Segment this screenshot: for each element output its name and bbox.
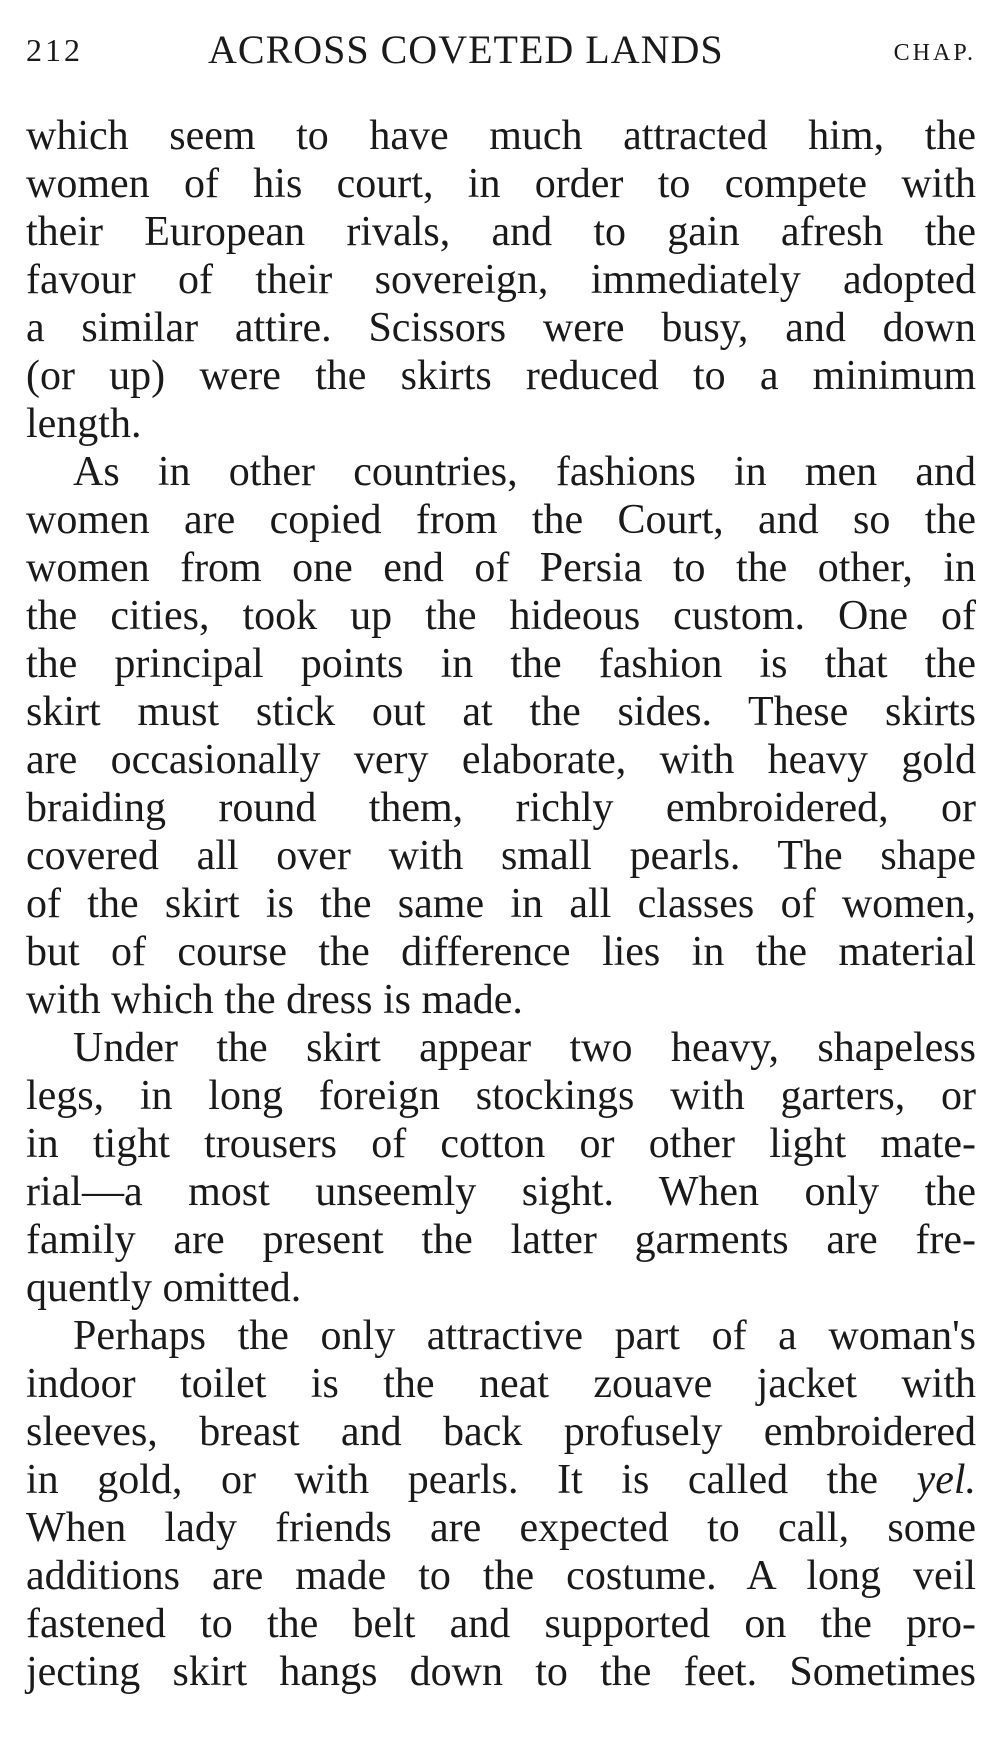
text-line: with which the dress is made. — [26, 977, 523, 1023]
text-line: women of his court, in order to compete with — [26, 161, 976, 207]
text-line: but of course the difference lies in the material — [26, 929, 976, 975]
text-line: family are present the latter garments are fre- — [26, 1217, 976, 1263]
italic-term: yel. — [916, 1457, 976, 1503]
text-line: jecting skirt hangs down to the feet. Sometimes — [26, 1649, 976, 1695]
text-line: Under the skirt appear two heavy, shapeless — [73, 1025, 976, 1071]
text-line: indoor toilet is the neat zouave jacket with — [26, 1361, 976, 1407]
text-line: in tight trousers of cotton or other light mate- — [26, 1121, 976, 1167]
text-line: sleeves, breast and back profusely embroidered — [26, 1409, 976, 1455]
text-line: their European rivals, and to gain afresh the — [26, 209, 976, 255]
text-line: women from one end of Persia to the other, in — [26, 545, 976, 591]
body-text — [26, 112, 976, 1696]
text-line: length. — [26, 401, 142, 447]
text-line: legs, in long foreign stockings with garters, or — [26, 1073, 976, 1119]
text-line: additions are made to the costume. A long veil — [26, 1553, 976, 1599]
text-line: braiding round them, richly embroidered, or — [26, 785, 976, 831]
text-line: As in other countries, fashions in men and — [73, 449, 976, 495]
text-line: covered all over with small pearls. The shape — [26, 833, 976, 879]
text-line: the principal points in the fashion is that the — [26, 641, 976, 687]
text-line: When lady friends are expected to call, some — [26, 1505, 976, 1551]
text-line: a similar attire. Scissors were busy, and down — [26, 305, 976, 351]
text-line: the cities, took up the hideous custom. One of — [26, 593, 976, 639]
running-title: ACROSS COVETED LANDS — [208, 27, 724, 72]
text-line: quently omitted. — [26, 1265, 302, 1311]
running-header — [26, 26, 976, 76]
text-line: are occasionally very elaborate, with heavy gold — [26, 737, 976, 783]
text-line: of the skirt is the same in all classes of women, — [26, 881, 976, 927]
text-line: skirt must stick out at the sides. These skirts — [26, 689, 976, 735]
text-line: rial—a most unseemly sight. When only the — [26, 1169, 976, 1215]
text-line: which seem to have much attracted him, the — [26, 113, 976, 159]
text-line — [26, 1456, 976, 1504]
text-line: Perhaps the only attractive part of a woman's — [73, 1313, 976, 1359]
text-line: (or up) were the skirts reduced to a minimum — [26, 353, 976, 399]
text-line: favour of their sovereign, immediately adopted — [26, 257, 976, 303]
chapter-mark: CHAP. — [893, 40, 976, 66]
text-segment: in gold, or with pearls. It is called the — [26, 1457, 878, 1503]
text-line: women are copied from the Court, and so the — [26, 497, 976, 543]
text-line: fastened to the belt and supported on the pro- — [26, 1601, 976, 1647]
page-number: 212 — [26, 32, 83, 68]
